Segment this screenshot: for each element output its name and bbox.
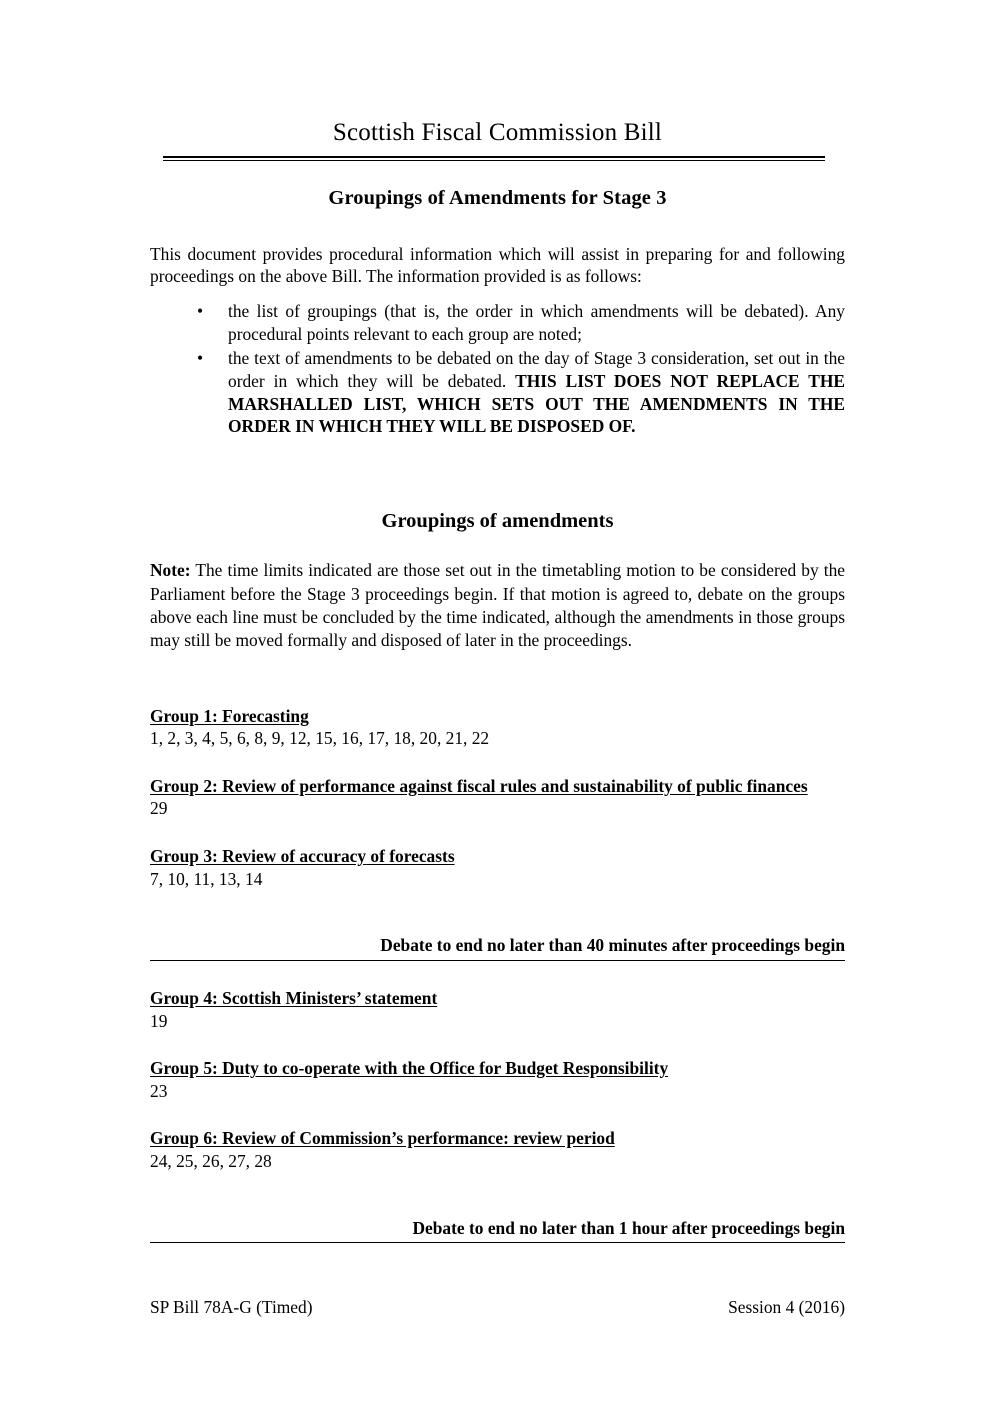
list-item — [150, 347, 845, 439]
note-text: The time limits indicated are those set out in the timetabling motion to be considered by the Parliament before the Stage 3 proceedings begin. If that motion is agreed to, debate on the groups above each line must be concluded by the time indicated, although the amendments in those groups may still be moved formally and disposed of later in the proceedings. — [150, 560, 845, 651]
list-item-text: the text of amendments to be debated on the day of Stage 3 consideration, set out in the order in which they will be debated. — [228, 347, 845, 391]
note-paragraph — [150, 533, 845, 652]
page-footer — [150, 1296, 845, 1319]
group-title: Group 6: Review of Commission’s performance: review period — [150, 1128, 615, 1149]
intro-bullet-list — [150, 288, 845, 438]
title-divider — [163, 156, 825, 161]
group-amendment-numbers: 24, 25, 26, 27, 28 — [150, 1151, 272, 1171]
document-title: Scottish Fiscal Commission Bill — [332, 119, 663, 146]
footer-bill-reference: SP Bill 78A-G (Timed) — [150, 1297, 313, 1317]
group-entry-4 — [150, 987, 845, 1032]
group-amendment-numbers: 23 — [150, 1080, 168, 1101]
groups-section-two — [150, 961, 845, 1173]
group-title: Group 4: Scottish Ministers’ statement — [150, 987, 438, 1008]
group-amendment-numbers: 29 — [150, 798, 168, 819]
group-entry-5 — [150, 1057, 845, 1102]
deadline-divider — [150, 1242, 845, 1243]
group-entry-1 — [150, 705, 845, 750]
group-amendment-numbers: 1, 2, 3, 4, 5, 6, 8, 9, 12, 15, 16, 17, 18, 20, 21, 22 — [150, 728, 490, 749]
document-content — [150, 0, 845, 1243]
list-item — [150, 300, 845, 346]
list-item-text: the list of groupings (that is, the order in which amendments will be debated). Any procedural points relevant to each group are noted; — [228, 301, 845, 344]
group-amendment-numbers: 7, 10, 11, 13, 14 — [150, 868, 263, 889]
group-title: Group 1: Forecasting — [150, 705, 309, 726]
group-title: Group 5: Duty to co-operate with the Office for Budget Responsibility — [150, 1058, 669, 1079]
group-entry-2 — [150, 775, 845, 820]
debate-deadline-two — [150, 1173, 845, 1244]
note-label: Note: — [150, 560, 191, 581]
debate-deadline-text: Debate to end no later than 1 hour after proceedings begin — [412, 1217, 845, 1238]
group-title: Group 3: Review of accuracy of forecasts — [150, 846, 455, 866]
bullet-icon: • — [197, 347, 204, 368]
group-title: Group 2: Review of performance against fiscal rules and sustainability of public finances — [150, 775, 808, 796]
bullet-icon: • — [197, 301, 204, 321]
document-subtitle: Groupings of Amendments for Stage 3 — [328, 186, 667, 209]
groups-section-one — [150, 653, 845, 891]
intro-paragraph: This document provides procedural information which will assist in preparing for and following proceedings on the above Bill. The information provided is as follows: — [150, 243, 845, 287]
group-amendment-numbers: 19 — [150, 1010, 168, 1031]
group-entry-6 — [150, 1127, 845, 1172]
group-entry-3 — [150, 845, 845, 890]
footer-session: Session 4 (2016) — [728, 1297, 845, 1317]
list-item-emphasis: THIS LIST DOES NOT REPLACE THE MARSHALLED LIST, WHICH SETS OUT THE AMENDMENTS IN THE ORDER IN WHICH THEY WILL BE DISPOSED OF. — [228, 370, 845, 437]
debate-deadline-text: Debate to end no later than 40 minutes after proceedings begin — [380, 935, 845, 956]
debate-deadline-one — [150, 890, 845, 961]
section-heading-groupings: Groupings of amendments — [381, 510, 614, 533]
